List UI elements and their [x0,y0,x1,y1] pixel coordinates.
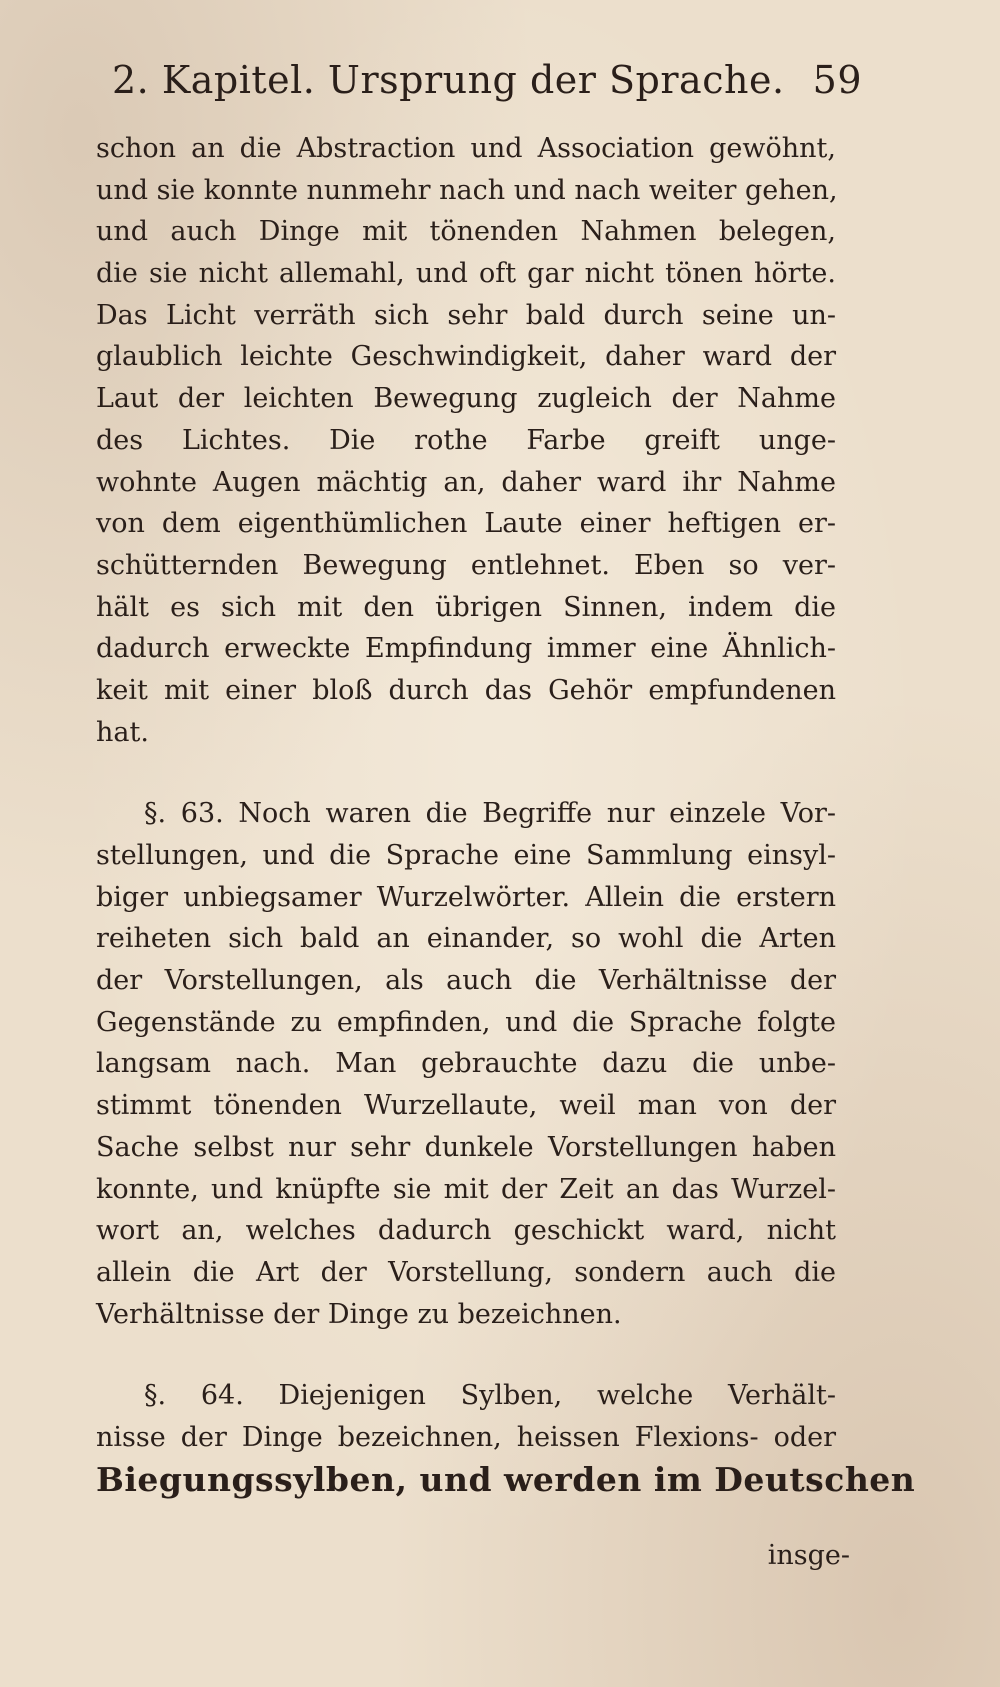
running-header [112,58,862,118]
text-line: stimmt tönenden Wurzellaute, weil man von der [96,1090,836,1122]
paragraph-64-start: §. 64. Diejenigen Sylben, welche Verhält- [144,1380,836,1412]
text-line-emphasis: Biegungssylben, und werden im Deutschen [96,1459,916,1499]
text-line: wort an, welches dadurch geschickt ward, nicht [96,1215,836,1247]
paragraph-gap [96,753,836,793]
text-line: biger unbiegsamer Wurzelwörter. Allein die erstern [96,881,836,913]
chapter-title: 2. Kapitel. Ursprung der Sprache. [112,58,785,102]
text-line: der Vorstellungen, als auch die Verhältnisse der [96,965,836,997]
text-line: glaublich leichte Geschwindigkeit, daher ward der [96,341,836,373]
paragraph-63-start: §. 63. Noch waren die Begriffe nur einzele Vor- [144,798,836,830]
text-line: schon an die Abstraction und Association gewöhnt, [96,133,836,164]
text-line: des Lichtes. Die rothe Farbe greift unge- [96,424,836,456]
text-line: dadurch erweckte Empfindung immer eine Ähnlich- [96,633,836,665]
text-line: keit mit einer bloß durch das Gehör empfundenen [96,674,836,706]
text-line: konnte, und knüpfte sie mit der Zeit an das Wurzel- [96,1173,836,1205]
body-text [96,128,916,1500]
page-number: 59 [812,58,862,102]
text-line: Gegenstände zu empfinden, und die Sprache folgte [96,1006,836,1038]
text-line: reiheten sich bald an einander, so wohl die Arten [96,923,836,955]
text-line: hält es sich mit den übrigen Sinnen, indem die [96,591,836,623]
text-line: die sie nicht allemahl, und oft gar nicht tönen hörte. [96,258,836,290]
paragraph-gap [96,1335,836,1375]
text-line: Verhältnisse der Dinge zu bezeichnen. [96,1298,622,1330]
text-line: langsam nach. Man gebrauchte dazu die unbe- [96,1048,836,1080]
text-line: hat. [96,716,149,748]
text-line: von dem eigenthümlichen Laute einer heftigen er- [96,508,836,540]
text-line: Das Licht verräth sich sehr bald durch seine un- [96,299,836,331]
text-line: allein die Art der Vorstellung, sondern auch die [96,1256,836,1288]
catchword: insge- [767,1540,850,1571]
text-line: und sie konnte nunmehr nach und nach weiter gehen, [96,174,838,206]
text-line: und auch Dinge mit tönenden Nahmen belegen, [96,216,836,248]
text-line: Laut der leichten Bewegung zugleich der Nahme [96,383,836,415]
text-line: schütternden Bewegung entlehnet. Eben so ver- [96,549,836,581]
text-line: Sache selbst nur sehr dunkele Vorstellungen haben [96,1131,836,1163]
text-line: stellungen, und die Sprache eine Sammlung einsyl- [96,840,836,871]
text-line: nisse der Dinge bezeichnen, heissen Flexions- oder [96,1421,836,1453]
text-line: wohnte Augen mächtig an, daher ward ihr Nahme [96,466,836,498]
